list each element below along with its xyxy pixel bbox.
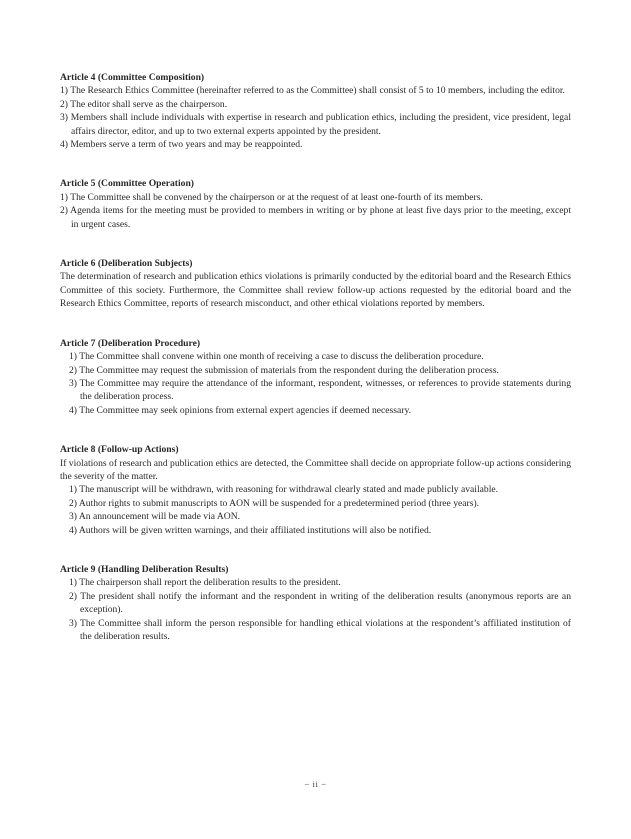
article-4-item-4: 4) Members serve a term of two years and may be reappointed. [60,139,303,151]
article-9-section [60,563,571,643]
article-6-heading: Article 6 (Deliberation Subjects) [60,258,193,270]
article-6-paragraph: The determination of research and publication ethics violations is primarily conducted by the editorial board and the Research Ethics Committee of this society. Furthermore, the Committee shall review follow-up actions requested by the editorial board and the Research Ethics Committee, reports of research misconduct, and other ethical violations reported by members. [60,271,571,310]
article-8-section [60,443,571,537]
article-7-heading: Article 7 (Deliberation Procedure) [60,337,201,349]
article-4-item-1: 1) The Research Ethics Committee (hereinafter referred to as the Committee) shall consist of 5 to 10 members, including the editor. [60,85,565,97]
document-content [60,71,571,669]
article-8-item-4: 4) Authors will be given written warnings, and their affiliated institutions will also be notified. [69,524,432,536]
page-number: − ii − [304,779,327,789]
article-7-section [60,337,571,417]
article-8-item-1: 1) The manuscript will be withdrawn, with reasoning for withdrawal clearly stated and made publicly available. [69,484,499,496]
article-9-heading: Article 9 (Handling Deliberation Results) [60,563,229,575]
article-5-item-2: 2) Agenda items for the meeting must be provided to members in writing or by phone at least five days prior to the meeting, except in urgent cases. [60,205,571,230]
article-7-item-2: 2) The Committee may request the submission of materials from the respondent during the deliberation process. [69,364,499,376]
article-9-item-3: 3) The Committee shall inform the person responsible for handling ethical violations at the respondent’s affiliated institution of the deliberation results. [69,617,571,642]
article-8-intro: If violations of research and publication ethics are detected, the Committee shall decide on appropriate follow-up actions considering the severity of the matter. [60,457,571,482]
article-9-item-2: 2) The president shall notify the informant and the respondent in writing of the deliberation results (anonymous reports are an exception). [69,590,571,616]
article-8-item-3: 3) An announcement will be made via AON. [69,511,241,523]
article-4-heading: Article 4 (Committee Composition) [60,72,205,83]
article-6-section [60,257,571,311]
article-4-item-3: 3) Members shall include individuals with expertise in research and publication ethics, including the president, vice president, legal affairs director, editor, and up to two external experts appointed by the president. [60,112,571,137]
article-5-item-1: 1) The Committee shall be convened by the chairperson or at the request of at least one-fourth of its members. [60,191,483,203]
article-5-heading: Article 5 (Committee Operation) [60,178,194,190]
article-7-item-1: 1) The Committee shall convene within one month of receiving a case to discuss the deliberation procedure. [69,351,484,363]
page-footer [0,779,631,789]
article-7-item-4: 4) The Committee may seek opinions from external expert agencies if deemed necessary. [69,404,412,416]
article-5-section [60,177,571,231]
article-8-item-2: 2) Author rights to submit manuscripts to AON will be suspended for a predetermined period (three years). [69,497,480,509]
article-9-item-1: 1) The chairperson shall report the deliberation results to the president. [69,577,341,589]
article-4-item-2: 2) The editor shall serve as the chairperson. [60,98,228,110]
article-8-heading: Article 8 (Follow-up Actions) [60,444,179,456]
article-7-item-3: 3) The Committee may require the attendance of the informant, respondent, witnesses, or references to provide statements during the deliberation process. [69,377,571,403]
article-4-section [60,71,571,151]
